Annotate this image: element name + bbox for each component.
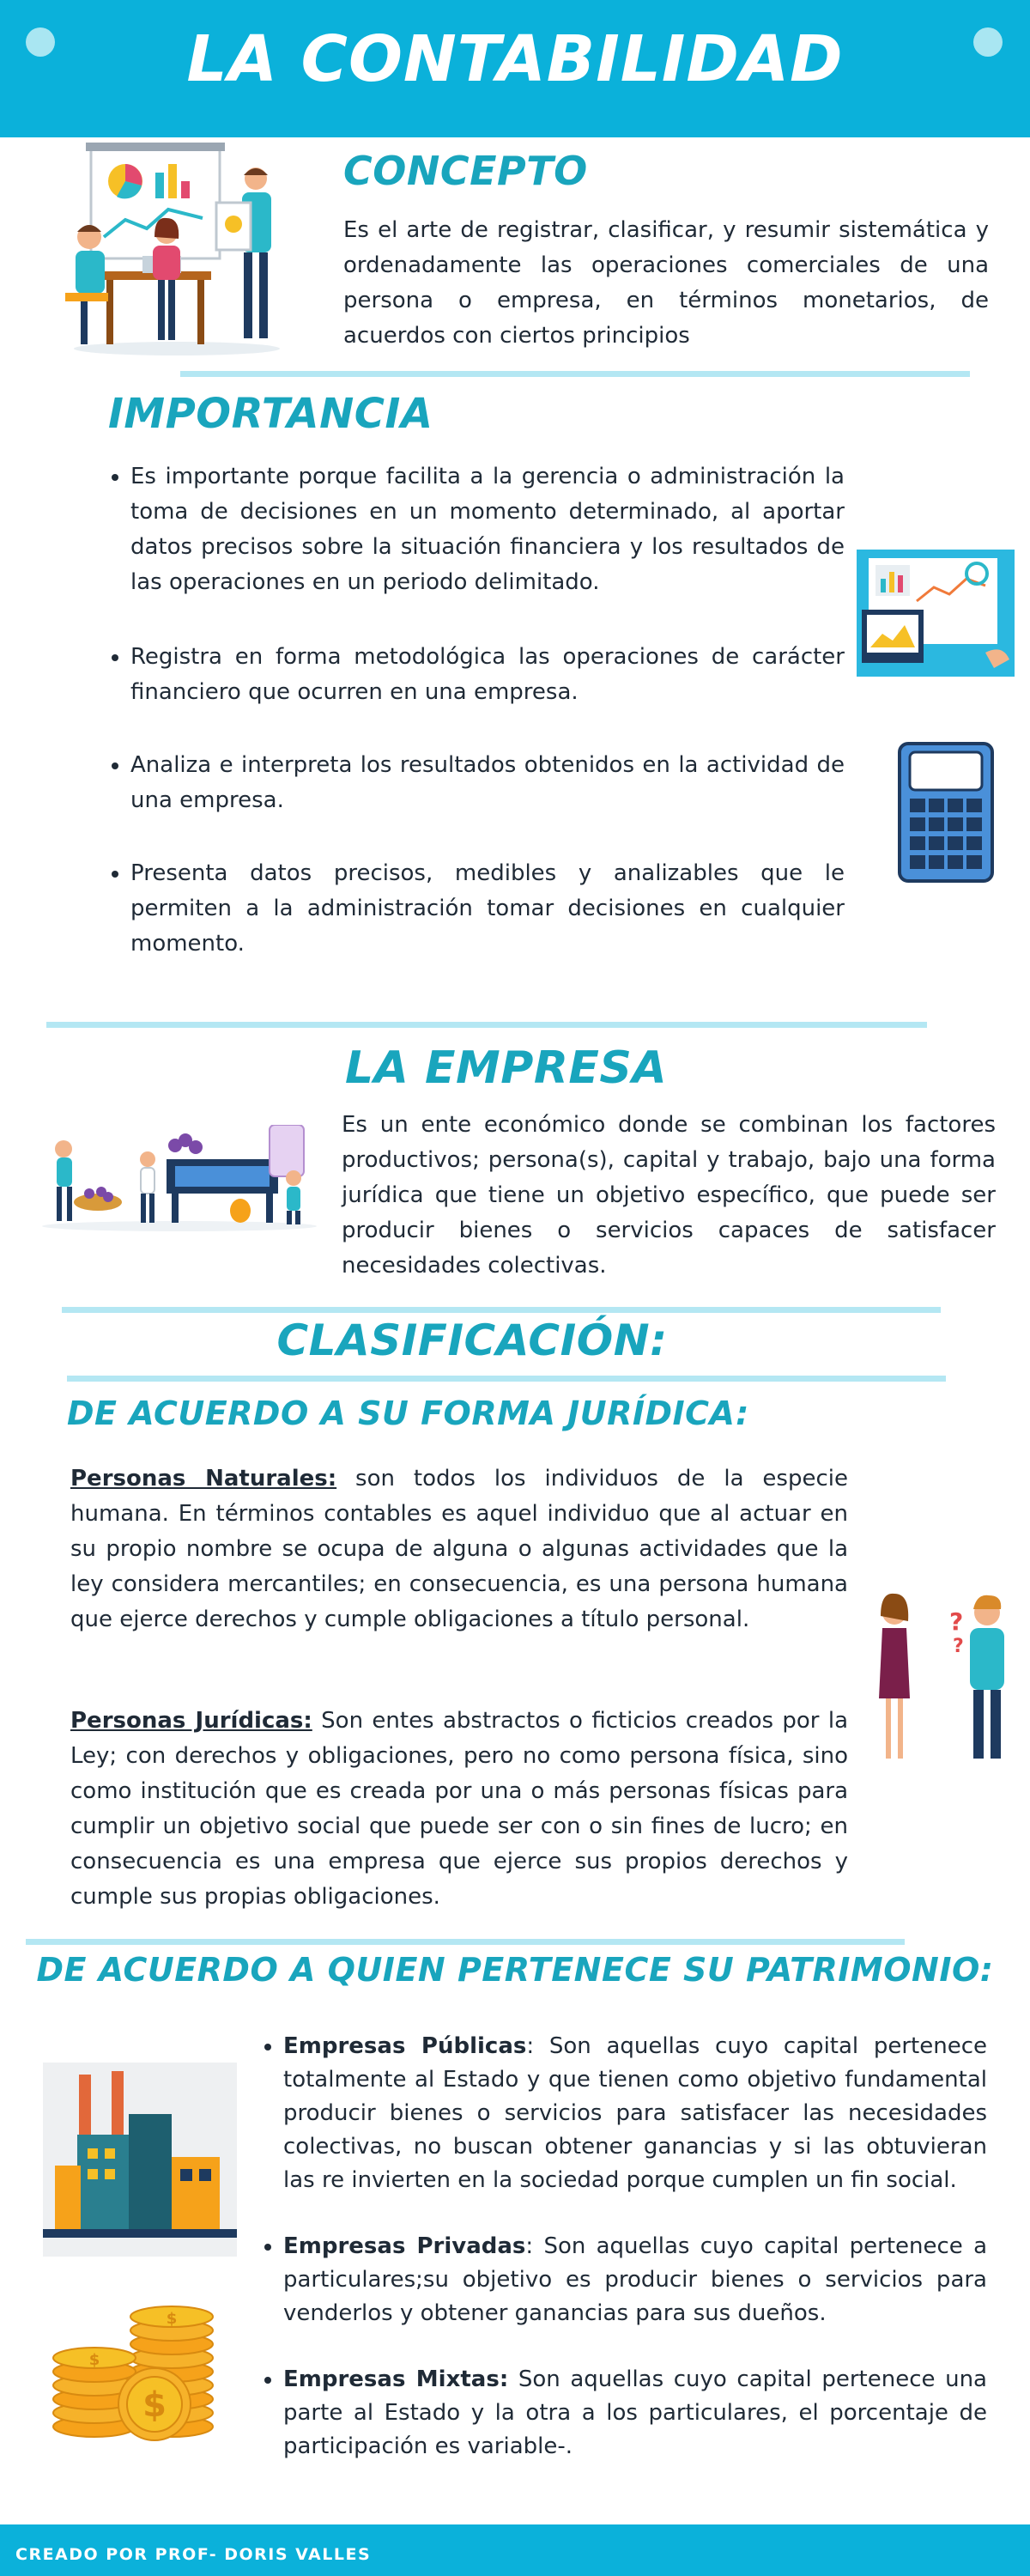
- empresas-publicas-term: Empresas Públicas: [283, 2033, 527, 2059]
- divider-3: [62, 1307, 941, 1313]
- empresas-mixtas-item: [283, 2363, 987, 2464]
- empresas-privadas-item: [283, 2230, 987, 2330]
- personas-juridicas-term: Personas Jurídicas:: [70, 1708, 312, 1734]
- production-line-illustration: [38, 1125, 321, 1231]
- clasificacion-title: CLASIFICACIÓN:: [276, 1315, 668, 1365]
- importancia-list: [96, 459, 845, 962]
- divider-2: [46, 1022, 927, 1028]
- page-title: LA CONTABILIDAD: [186, 22, 844, 96]
- empresas-mixtas-term: Empresas Mixtas:: [283, 2366, 509, 2392]
- svg-text:$: $: [166, 2310, 178, 2328]
- divider-5: [26, 1939, 905, 1945]
- empresa-text: Es un ente económico donde se combinan los factores productivos; persona(s), capital y trabajo, bajo una forma jurídica que tiene un objetivo específico, que puede ser producir bienes o servicios capaces de satisfacer necesidades colectivas.: [342, 1112, 996, 1279]
- svg-text:$: $: [142, 2385, 167, 2425]
- empresa-title: LA EMPRESA: [345, 1042, 668, 1094]
- svg-text:?: ?: [949, 1607, 964, 1636]
- empresas-privadas-text: : Son aquellas cuyo capital pertenece a particulares;su objetivo es producir bienes o servicios para venderlos y obtener ganancias para sus dueños.: [283, 2233, 987, 2326]
- empresas-publicas-text: : Son aquellas cuyo capital pertenece totalmente al Estado y que tienen como objetivo fundamental producir bienes o servicios para satisfacer las necesidades colectivas, no buscan obtener ganancias y si las obtuvieran las re invierten en la sociedad porque cumplen un fin social.: [283, 2033, 988, 2193]
- patrimonio-list: [259, 2030, 987, 2464]
- importancia-title: IMPORTANCIA: [108, 390, 433, 438]
- empresas-privadas-term: Empresas Privadas: [283, 2233, 526, 2259]
- factory-illustration: [43, 2063, 237, 2257]
- importancia-item-3: • Analiza e interpreta los resultados obtenidos en la actividad de una empresa.: [130, 748, 845, 818]
- svg-text:$: $: [88, 2351, 100, 2369]
- divider-1: [180, 371, 970, 377]
- concepto-text: Es el arte de registrar, clasificar, y resumir sistemática y ordenadamente las operaciones comerciales de una persona o empresa, en términos monetarios, de acuerdos con ciertos principios: [343, 217, 989, 349]
- personas-naturales-paragraph: [70, 1461, 848, 1637]
- importancia-item-4: • Presenta datos precisos, medibles y analizables que le permiten a la administración tomar decisiones en cualquier momento.: [130, 856, 845, 962]
- calculator-icon: [898, 742, 994, 883]
- two-people-illustration: [869, 1587, 1015, 1767]
- concepto-title: CONCEPTO: [343, 148, 588, 194]
- juridica-subtitle: DE ACUERDO A SU FORMA JURÍDICA:: [67, 1394, 749, 1432]
- personas-naturales-term: Personas Naturales:: [70, 1466, 337, 1492]
- svg-text:?: ?: [953, 1636, 964, 1657]
- personas-juridicas-text: Son entes abstractos o ficticios creados por la Ley; con derechos y obligaciones, pero no como persona física, sino como institución que es creada por una o más personas físicas para cumplir un objetivo social que puede ser con o sin fines de lucro; en consecuencia es una empresa que ejerce sus propios derechos y cumple sus propias obligaciones.: [70, 1708, 849, 1910]
- divider-4: [67, 1376, 946, 1382]
- financial-report-illustration: [857, 550, 1015, 677]
- empresas-publicas-item: [283, 2030, 987, 2197]
- importancia-item-1: • Es importante porque facilita a la gerencia o administración la toma de decisiones en un momento determinado, al aportar datos precisos sobre la situación financiera y los resultados de las operaciones en un periodo delimitado.: [130, 459, 845, 600]
- empresas-mixtas-text: Son aquellas cuyo capital pertenece una parte al Estado y la otra a los particulares, el porcentaje de participación es variable-.: [283, 2366, 987, 2459]
- personas-naturales-text: son todos los individuos de la especie humana. En términos contables es aquel individuo que al actuar en su propio nombre se ocupa de alguna o algunas actividades que la ley considera mercantiles; en consecuencia, es una persona humana que ejerce derechos y cumple obligaciones a título personal.: [70, 1466, 848, 1632]
- footer-credit: CREADO POR PROF- DORIS VALLES: [15, 2545, 372, 2564]
- importancia-item-2: • Registra en forma metodológica las operaciones de carácter financiero que ocurren en una empresa.: [130, 640, 845, 710]
- gold-coins-illustration: [43, 2298, 218, 2444]
- personas-juridicas-paragraph: [70, 1704, 848, 1915]
- office-team-illustration: [65, 143, 297, 357]
- patrimonio-subtitle: DE ACUERDO A QUIEN PERTENECE SU PATRIMONIO:: [36, 1951, 994, 1989]
